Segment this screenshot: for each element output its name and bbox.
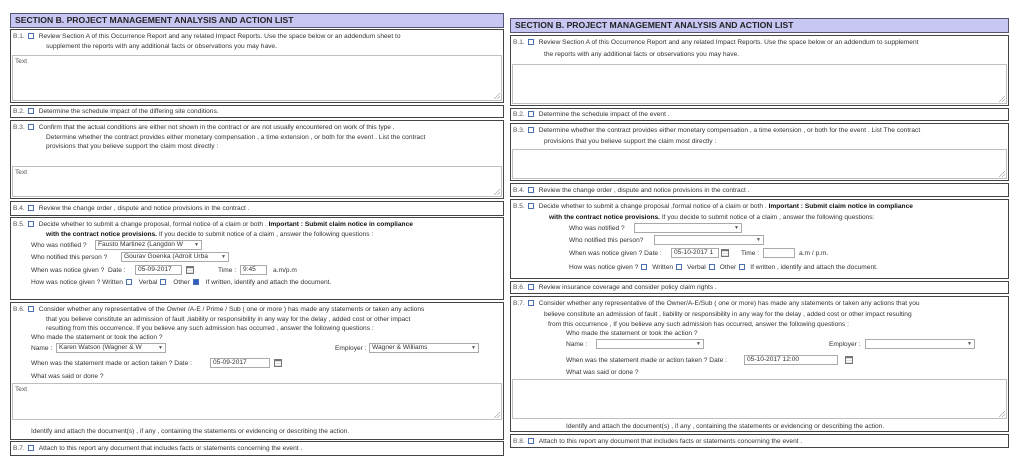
b7-checkbox[interactable] (528, 300, 534, 306)
resize-grip-icon[interactable] (494, 189, 500, 195)
item-b4 (510, 183, 1009, 197)
other-label: Other (719, 264, 737, 271)
b1-textarea[interactable] (512, 64, 1007, 104)
chevron-down-icon: ▼ (967, 341, 972, 347)
b5-important: Important : Submit claim notice in compliance (268, 221, 413, 228)
item-b6 (10, 302, 504, 440)
item-number: B.7. (13, 445, 25, 452)
b5-line2: If you decide to submit notice of a claim , answer the following questions: (660, 214, 875, 221)
who-notified-select[interactable] (95, 240, 202, 250)
item-number: B.4. (513, 187, 525, 194)
b3-checkbox[interactable] (28, 124, 34, 130)
item-b1 (510, 35, 1009, 106)
item-number: B.5. (13, 221, 25, 228)
b3-line1: Confirm that the actual conditions are either not shown in the contract or are not usually encountered on work of this type . (38, 124, 395, 131)
item-b7 (510, 296, 1009, 432)
calendar-icon[interactable] (721, 249, 729, 257)
item-number: B.8. (513, 438, 525, 445)
item-b5 (510, 199, 1009, 279)
b6-line1: Consider whether any representative of the Owner /A-E / Prime / Sub ( one or more ) has made any statements or taken any actions (38, 306, 425, 313)
how-notice-label: How was notice given ? (569, 264, 639, 271)
notice-time-input[interactable] (763, 248, 795, 258)
b1-line2: the reports with any additional facts or observations you may have. (544, 51, 739, 58)
b7-checkbox[interactable] (28, 445, 34, 451)
item-number: B.3. (513, 127, 525, 134)
who-notified-label: Who was notified ? (31, 242, 87, 249)
other-label: Other (173, 279, 190, 286)
item-number: B.5. (513, 203, 525, 210)
identify-note: Identify and attach the document(s) , if any , containing the statements or evidencing or describing the action. (31, 428, 350, 435)
item-b6 (510, 281, 1009, 294)
resize-grip-icon[interactable] (999, 411, 1005, 417)
ampm-label: a.m / p.m. (799, 250, 829, 257)
b1-textarea[interactable] (12, 55, 502, 101)
time-label: Time : (741, 250, 760, 257)
b3-line2: provisions that you believe support the claim most directly : (544, 138, 717, 145)
employer-select[interactable] (369, 343, 479, 353)
time-label: Time : (218, 267, 237, 274)
b3-line1: Determine whether the contract provides either monetary compensation , a time extension , or both for the event . List The contract (538, 127, 921, 134)
item-number: B.1. (513, 39, 525, 46)
item-b2 (10, 105, 504, 118)
chevron-down-icon: ▼ (696, 341, 701, 347)
who-notified-value: Fausto Martinez (Langdon W (98, 241, 184, 248)
statement-date-input[interactable]: 05-09-2017 (210, 358, 270, 368)
resize-grip-icon[interactable] (494, 93, 500, 99)
when-statement-label: When was the statement made or action taken ? Date : (31, 360, 192, 367)
resize-grip-icon[interactable] (999, 171, 1005, 177)
when-notice-label: When was notice given ? Date : (569, 250, 662, 257)
b6-line3: resulting from this occurrence. If you believe any such admission has occurred , answer the following questions : (46, 325, 374, 332)
resize-grip-icon[interactable] (999, 96, 1005, 102)
who-made-label: Who made the statement or took the action ? (31, 334, 163, 341)
who-person-select[interactable] (654, 235, 764, 245)
who-person-value: Gourav Goenka (Adroit Urba (124, 253, 208, 260)
b4-text: Review the change order , dispute and notice provisions in the contract . (538, 187, 750, 194)
b7-line2: believe constitute an admission of fault , liability or responsibility in any way for the delay , added cost or other impact resulting (544, 311, 912, 318)
item-b4 (10, 201, 504, 216)
name-select[interactable] (596, 339, 704, 349)
b3-checkbox[interactable] (528, 127, 534, 133)
employer-label: Employer : (335, 345, 367, 352)
item-number: B.2. (13, 108, 25, 115)
if-written-note: If written, identify and attach the document. (205, 279, 332, 286)
resize-grip-icon[interactable] (494, 412, 500, 418)
what-said-label: What was said or done ? (566, 369, 639, 376)
ampm-label: a.m/p.m (273, 267, 297, 274)
calendar-icon[interactable] (274, 359, 282, 367)
verbal-label: Verbal (138, 279, 158, 286)
verbal-checkbox[interactable] (676, 264, 682, 270)
b5-line2-bold: with the contract notice provisions. (46, 231, 158, 238)
section-header: SECTION B. PROJECT MANAGEMENT ANALYSIS AND ACTION LIST (10, 13, 504, 28)
b4-text: Review the change order , dispute and notice provisions in the contract . (38, 205, 250, 212)
item-b2 (510, 108, 1009, 121)
verbal-checkbox[interactable] (160, 279, 166, 285)
chevron-down-icon: ▼ (471, 345, 476, 351)
other-checkbox[interactable] (709, 264, 715, 270)
b5-checkbox[interactable] (528, 203, 534, 209)
identify-note: Identify and attach the document(s) , if any , containing the statements or evidencing or describing the action. (566, 423, 885, 430)
who-notified-select[interactable] (634, 223, 742, 233)
b6-checkbox[interactable] (528, 284, 534, 290)
right-form-panel (510, 13, 1009, 445)
if-written-note: If written , identify and attach the document. (750, 264, 878, 271)
b1-line1: Review Section A of this Occurrence Report and any related Impact Reports. Use the space below or an addendum to supplement (538, 39, 919, 46)
employer-select[interactable] (865, 339, 975, 349)
written-checkbox[interactable] (126, 279, 132, 285)
chevron-down-icon: ▼ (158, 345, 163, 351)
b3-textarea[interactable] (512, 149, 1007, 179)
who-made-label: Who made the statement or took the action ? (566, 330, 698, 337)
b6-checkbox[interactable] (28, 306, 34, 312)
b3-line3: provisions that you believe support the claim most directly : (46, 143, 219, 150)
b5-line1: Decide whether to submit a change proposal, formal notice of a claim or both . (38, 221, 267, 228)
written-label: Written (102, 279, 123, 286)
item-b3 (10, 120, 504, 199)
b5-important: Important : Submit claim notice in compliance (768, 203, 913, 210)
item-number: B.2. (513, 111, 525, 118)
statement-date-input[interactable]: 05-10-2017 12:00 (744, 355, 838, 365)
how-notice-label: How was notice given ? (31, 279, 101, 286)
text-label: Text (15, 58, 28, 65)
name-select[interactable] (56, 343, 166, 353)
b1-checkbox[interactable] (28, 33, 34, 39)
when-notice-label: When was notice given ? (31, 267, 105, 274)
item-b3 (510, 123, 1009, 181)
item-b1 (10, 29, 504, 103)
employer-label: Employer : (829, 341, 861, 348)
b8-checkbox[interactable] (528, 438, 534, 444)
verbal-label: Verbal (687, 264, 706, 271)
chevron-down-icon: ▼ (734, 225, 739, 231)
date-label: Date : (107, 267, 126, 274)
item-number: B.7. (513, 300, 525, 307)
notice-time-input[interactable]: 9:45 (240, 265, 267, 275)
written-label: Written (652, 264, 674, 271)
name-label: Name : (566, 341, 588, 348)
b5-line1: Decide whether to submit a change proposal ,formal notice of a claim or both . (538, 203, 767, 210)
written-checkbox[interactable] (641, 264, 647, 270)
when-statement-label: When was the statement made or action taken ? Date : (566, 357, 727, 364)
b6-textarea[interactable] (12, 383, 502, 420)
b3-line2: Determine whether the contract provides either monetary compensation , a time extension , or both for the event . List the contract (46, 134, 426, 141)
left-form-panel (10, 13, 504, 452)
chevron-down-icon: ▼ (756, 237, 761, 243)
item-number: B.1. (13, 33, 25, 40)
if-written-checkbox[interactable] (739, 264, 745, 270)
item-number: B.6. (513, 284, 525, 291)
b7-line1: Consider whether any representative of the Owner/A-E/Sub ( one or more) has made any statements or taken any actions that you (538, 300, 920, 307)
b5-checkbox[interactable] (28, 221, 34, 227)
b7-textarea[interactable] (512, 379, 1007, 419)
notice-date-input[interactable]: 05-10-2017 1 (671, 248, 719, 258)
who-person-select[interactable] (121, 252, 229, 262)
b2-checkbox[interactable] (528, 111, 534, 117)
who-person-label: Who notified this person? (569, 237, 644, 244)
section-header: SECTION B. PROJECT MANAGEMENT ANALYSIS AND ACTION LIST (510, 18, 1009, 33)
name-label: Name : (31, 345, 53, 352)
b4-checkbox[interactable] (528, 187, 534, 193)
b2-text: Determine the schedule impact of the event . (538, 111, 670, 118)
b2-text: Determine the schedule impact of the differing site conditions. (38, 108, 219, 115)
item-number: B.6. (13, 306, 25, 313)
b6-text: Review insurance coverage and consider policy claim rights . (538, 284, 717, 291)
b4-checkbox[interactable] (28, 205, 34, 211)
what-said-label: What was said or done ? (31, 373, 104, 380)
employer-value: Wagner & Williams (372, 344, 428, 351)
who-person-label: Who notified this person ? (31, 254, 108, 261)
chevron-down-icon: ▼ (221, 254, 226, 260)
notice-date-input[interactable]: 05-09-2017 (135, 265, 182, 275)
b1-line1: Review Section A of this Occurrence Report and any related Impact Reports. Use the space below or an addendum sheet to (38, 33, 401, 40)
calendar-icon[interactable] (186, 266, 194, 274)
name-value: Karen Watson (Wagner & W (59, 344, 142, 351)
item-b8 (510, 434, 1009, 448)
b1-checkbox[interactable] (528, 39, 534, 45)
text-label: Text (15, 386, 28, 393)
item-b5 (10, 217, 504, 300)
item-b7 (10, 441, 504, 456)
b6-line2: that you believe constitute an admission of fault ,liability or responsibility in any way for the delay , added cost or other impact (46, 316, 411, 323)
b3-textarea[interactable] (12, 166, 502, 197)
chevron-down-icon: ▼ (194, 242, 199, 248)
calendar-icon[interactable] (845, 356, 853, 364)
b5-line2-bold: with the contract notice provisions. (549, 214, 661, 221)
item-number: B.4. (13, 205, 25, 212)
b8-text: Attach to this report any document that includes facts or statements concerning the event . (538, 438, 803, 445)
b5-line2: If you decide to submit notice of a claim , answer the following questions : (157, 231, 374, 238)
item-number: B.3. (13, 124, 25, 131)
b7-text: Attach to this report any document that includes facts or statements concerning the event . (38, 445, 303, 452)
who-notified-label: Who was notified ? (569, 225, 625, 232)
other-checkbox[interactable] (193, 279, 199, 285)
text-label: Text (15, 169, 28, 176)
b7-line3: from this occurrence , If you believe any such admission has occurred, answer the following questions : (548, 321, 849, 328)
b1-line2: supplement the reports with any additional facts or observations you may have. (46, 43, 277, 50)
b2-checkbox[interactable] (28, 108, 34, 114)
